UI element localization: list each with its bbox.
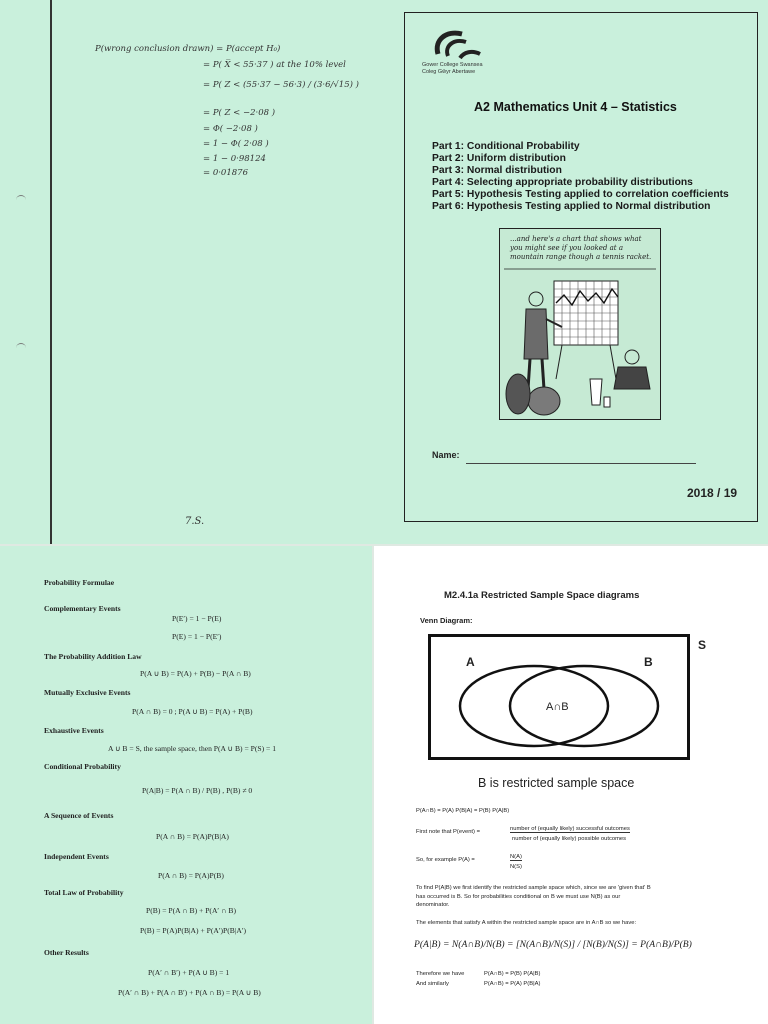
- therefore-lead: Therefore we have: [416, 971, 465, 977]
- venn-subtitle: Venn Diagram:: [420, 616, 473, 625]
- working-line: = P( Z < −2·08 ): [203, 108, 276, 118]
- academic-year: 2018 / 19: [687, 486, 738, 500]
- part-item: Part 6: Hypothesis Testing applied to Normal distribution: [432, 201, 711, 212]
- part-item: Part 1: Conditional Probability: [432, 141, 580, 152]
- cartoon-illustration: [500, 229, 660, 419]
- handwritten-notes-page: [0, 0, 392, 544]
- cover-title: A2 Mathematics Unit 4 – Statistics: [474, 100, 677, 114]
- venn-page-title: M2.4.1a Restricted Sample Space diagrams: [444, 590, 640, 601]
- definition-lead: First note that P(event) =: [416, 829, 480, 835]
- example-numerator: N(A): [510, 854, 522, 860]
- formula: P(A′ ∩ B) + P(A ∩ B′) + P(A ∩ B) = P(A ∪ B): [118, 988, 261, 997]
- restricted-space-explanation: To find P(A|B) we first identify the restricted sample space which, since we are 'given that' B has occurred is B. So for probabilities conditional on B we must use N(B) as our denominator.: [416, 885, 651, 909]
- college-name: Gower College Swansea Coleg Gŵyr Abertawe: [422, 62, 483, 75]
- college-logo-icon: [432, 28, 484, 62]
- venn-diagram: [428, 634, 708, 760]
- punch-hole-mark: [16, 195, 26, 202]
- definition-numerator: number of (equally likely) successful outcomes: [510, 826, 630, 832]
- part-item: Part 4: Selecting appropriate probability distributions: [432, 177, 693, 188]
- formula: A ∪ B = S, the sample space, then P(A ∪ B) = P(S) = 1: [108, 744, 277, 753]
- section-heading: Conditional Probability: [44, 762, 121, 771]
- margin-line: [50, 0, 52, 544]
- working-line: = Φ( −2·08 ): [203, 124, 258, 134]
- section-heading: Exhaustive Events: [44, 726, 104, 735]
- formula: P(A|B) = P(A ∩ B) / P(B) , P(B) ≠ 0: [142, 786, 253, 795]
- formula: P(E) = 1 − P(E′): [172, 632, 222, 641]
- formula: P(A ∩ B) = P(A)P(B|A): [156, 832, 229, 841]
- product-rule: P(A∩B) = P(A) P(B|A) = P(B) P(A|B): [416, 808, 510, 814]
- working-line: = 1 − Φ( 2·08 ): [203, 139, 269, 149]
- parts-list: [432, 141, 729, 213]
- section-heading: A Sequence of Events: [44, 811, 114, 820]
- restricted-space-heading: B is restricted sample space: [478, 776, 635, 790]
- formula: P(A ∩ B) = P(A)P(B): [158, 871, 224, 880]
- cartoon: [499, 228, 661, 420]
- working-line: = 0·01876: [203, 168, 248, 178]
- name-label: Name:: [432, 450, 460, 460]
- name-line: [466, 463, 696, 464]
- working-line: = P( X̅ < 55·37 ) at the 10% level: [203, 60, 346, 70]
- footer-mark: 7.S.: [185, 516, 205, 527]
- working-line: = 1 − 0·98124: [203, 154, 266, 164]
- section-heading: Complementary Events: [44, 604, 121, 613]
- cartoon-caption: ...and here's a chart that shows what you might see if you looked at a mountain range though a tennis racket.: [510, 235, 652, 261]
- probability-formulae-page: [0, 546, 372, 1024]
- section-heading: Mutually Exclusive Events: [44, 688, 131, 697]
- venn-label-intersection: A∩B: [546, 701, 569, 713]
- formula: P(B) = P(A)P(B|A) + P(A′)P(B|A′): [140, 926, 247, 935]
- formula: P(A ∪ B) = P(A) + P(B) − P(A ∩ B): [140, 669, 251, 678]
- example-lead: So, for example P(A) =: [416, 857, 475, 863]
- section-heading: The Probability Addition Law: [44, 652, 142, 661]
- venn-label-s: S: [698, 638, 707, 652]
- section-heading: Other Results: [44, 948, 89, 957]
- working-line: P(wrong conclusion drawn) = P(accept H₀): [95, 44, 281, 54]
- punch-hole-mark: [16, 343, 26, 350]
- example-denominator: N(S): [510, 864, 522, 870]
- similarly-equation: P(A∩B) = P(A) P(B|A): [484, 981, 541, 987]
- venn-label-a: A: [466, 655, 475, 669]
- formula: P(A′ ∩ B′) + P(A ∪ B) = 1: [148, 968, 230, 977]
- part-item: Part 3: Normal distribution: [432, 165, 562, 176]
- cover-page: [392, 0, 768, 544]
- section-heading: Total Law of Probability: [44, 888, 124, 897]
- part-item: Part 2: Uniform distribution: [432, 153, 566, 164]
- section-heading: Independent Events: [44, 852, 109, 861]
- venn-label-b: B: [644, 655, 653, 669]
- conditional-probability-formula: P(A|B) = N(A∩B)/N(B) = [N(A∩B)/N(S)] / [N(B)/N(S)] = P(A∩B)/P(B): [414, 939, 692, 950]
- therefore-equation: P(A∩B) = P(B) P(A|B): [484, 971, 541, 977]
- working-line: = P( Z < (55·37 − 56·3) / (3·6/√15) ): [203, 80, 359, 90]
- formulae-title: Probability Formulae: [44, 578, 115, 587]
- definition-denominator: number of (equally likely) possible outcomes: [512, 836, 627, 842]
- formula: P(B) = P(A ∩ B) + P(A′ ∩ B): [146, 906, 236, 915]
- formula: P(A ∩ B) = 0 ; P(A ∪ B) = P(A) + P(B): [132, 707, 253, 716]
- formula: P(E′) = 1 − P(E): [172, 614, 222, 623]
- similarly-lead: And similarly: [416, 981, 449, 987]
- intersection-explanation: The elements that satisfy A within the restricted sample space are in A∩B so we have:: [416, 920, 637, 926]
- restricted-sample-space-page: [374, 546, 768, 1024]
- part-item: Part 5: Hypothesis Testing applied to correlation coefficients: [432, 189, 729, 200]
